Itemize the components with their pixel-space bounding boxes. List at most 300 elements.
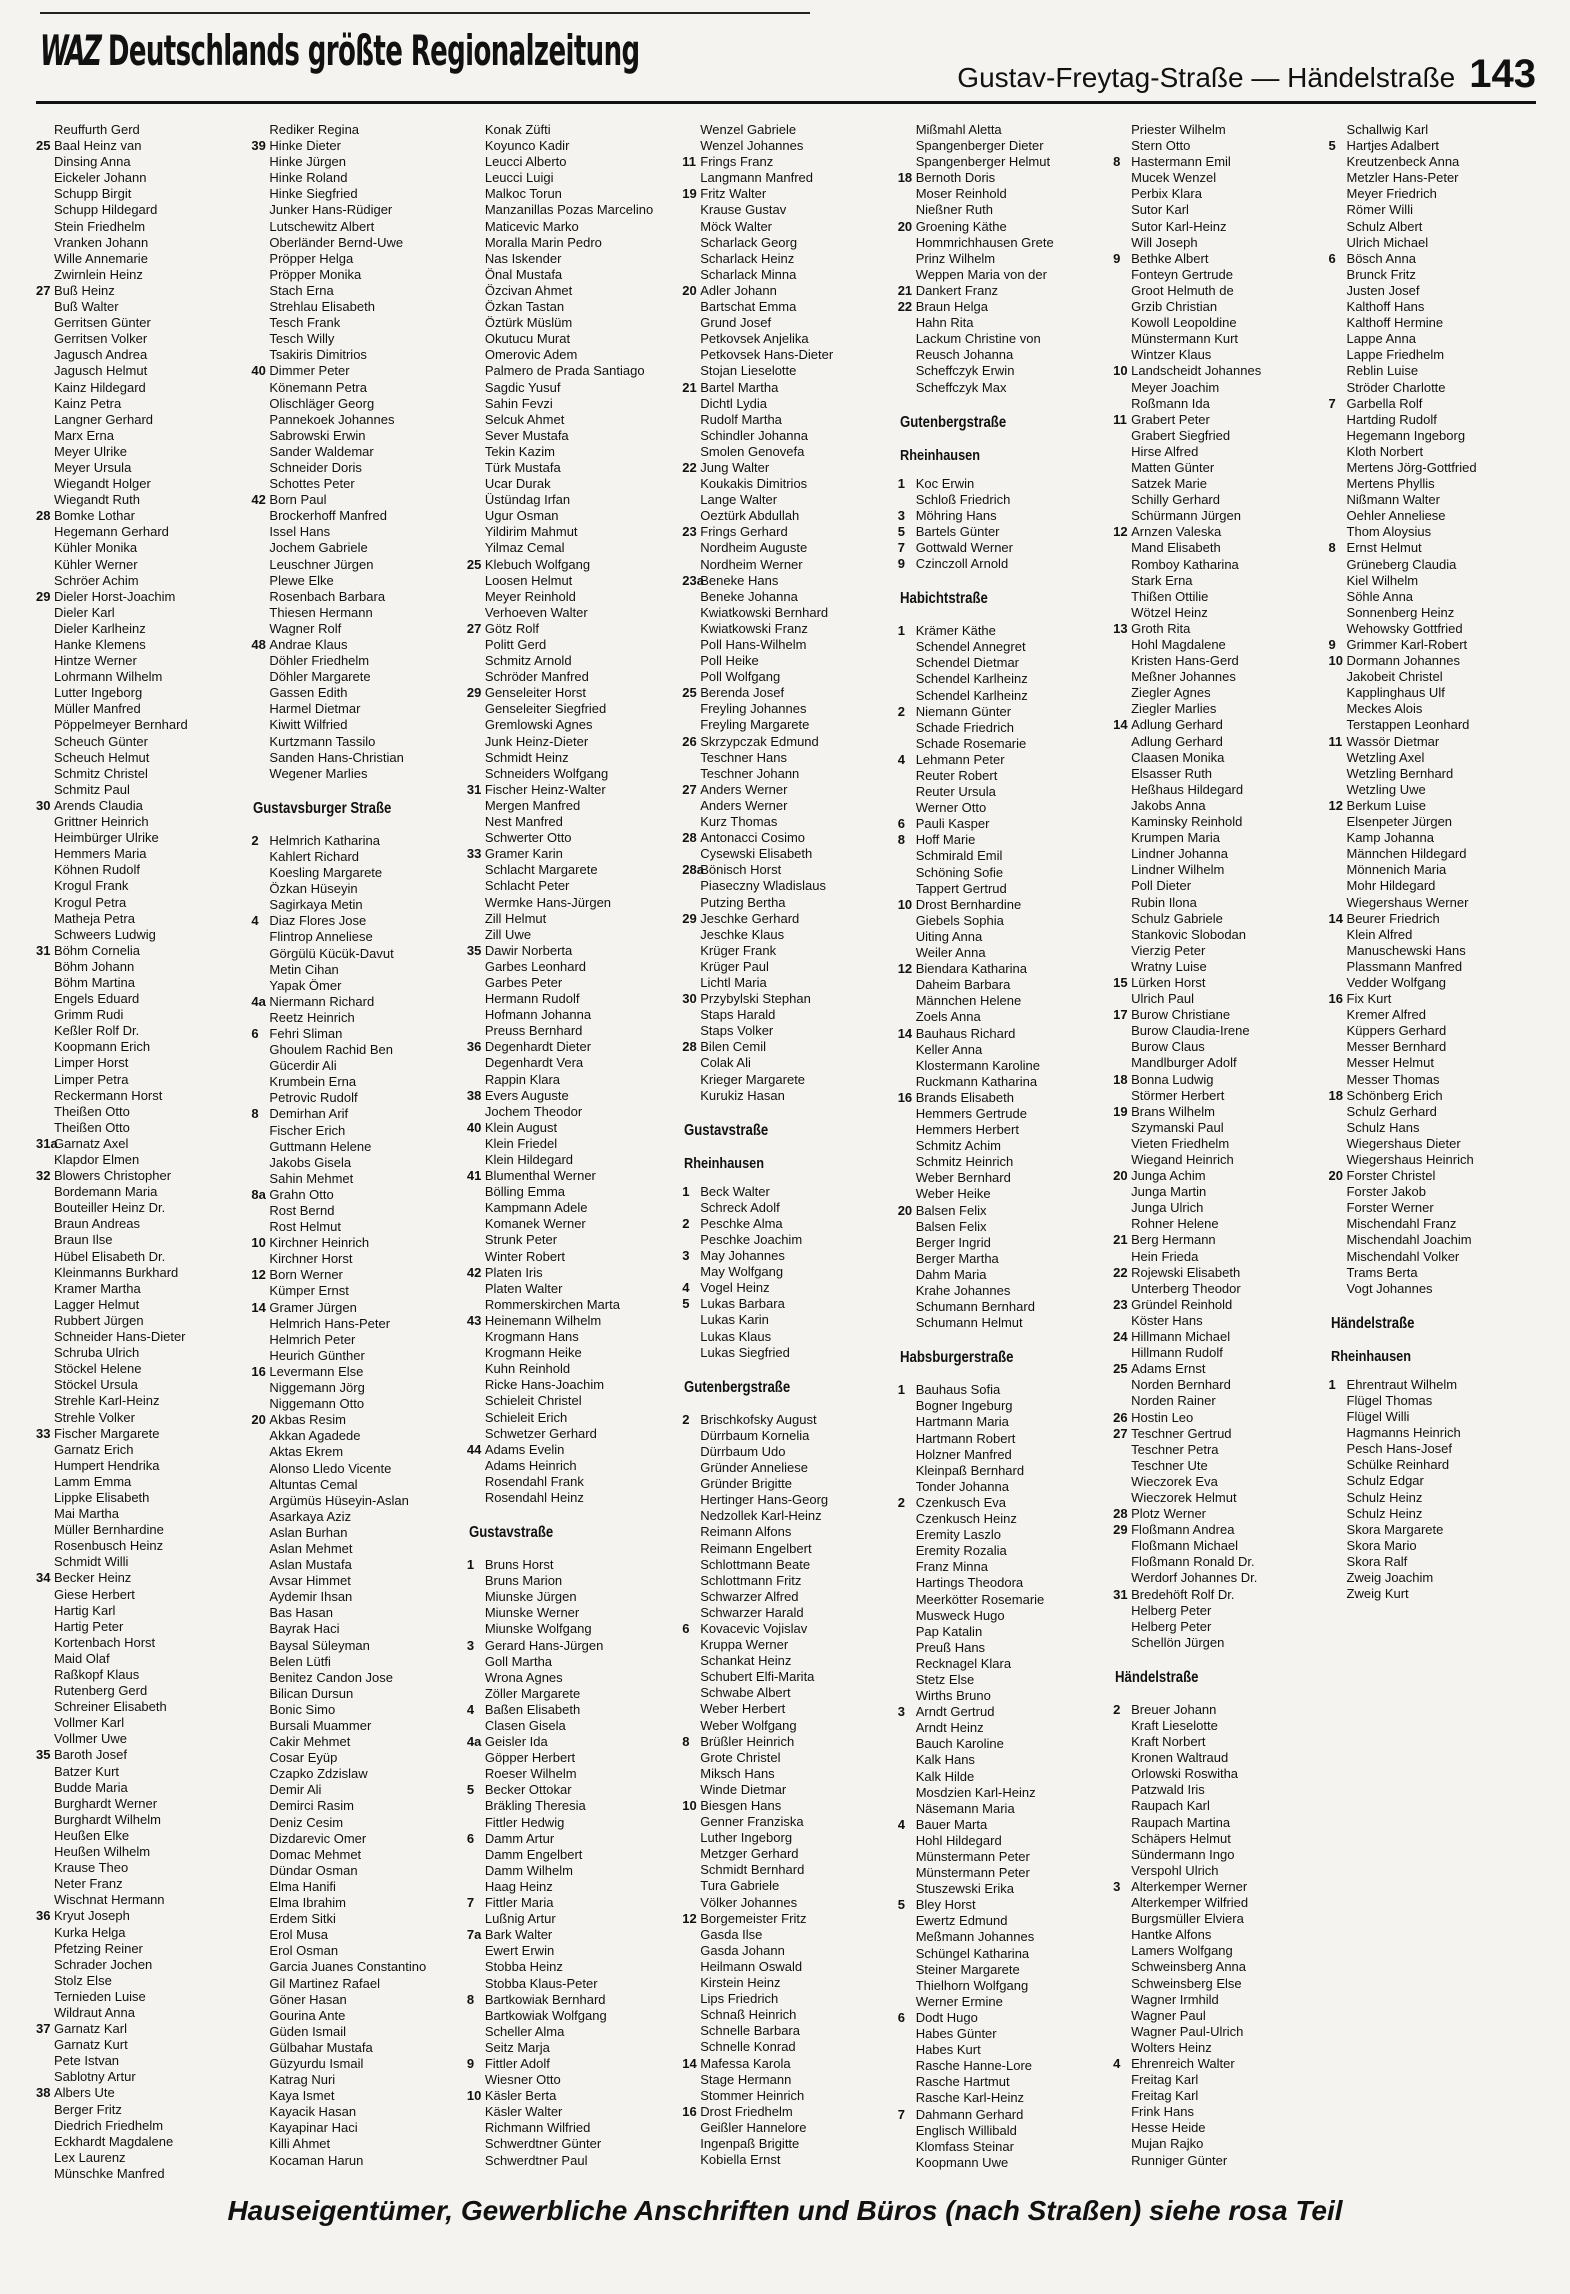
resident-entry	[682, 2136, 889, 2152]
resident-name: Vranken Johann	[54, 234, 149, 250]
resident-name: Wetzling Bernhard	[1346, 765, 1454, 781]
resident-entry	[36, 621, 243, 637]
resident-name: Kurukiz Hasan	[700, 1087, 785, 1103]
resident-entry	[682, 750, 889, 766]
resident-entry	[1113, 1702, 1320, 1718]
resident-name: Verhoeven Walter	[484, 604, 588, 620]
resident-entry	[251, 2040, 458, 2056]
house-number: 23a	[682, 572, 704, 588]
resident-entry	[467, 347, 674, 363]
resident-name: Messer Bernhard	[1346, 1039, 1447, 1055]
resident-name: Kwiatkowski Bernhard	[700, 604, 829, 620]
resident-entry	[1329, 605, 1536, 621]
resident-entry	[36, 476, 243, 492]
resident-entry	[682, 1329, 889, 1345]
resident-entry	[1329, 685, 1536, 701]
resident-name: Stobba Heinz	[484, 1959, 563, 1975]
resident-name: Sander Waldemar	[269, 443, 374, 459]
house-number: 20	[1328, 1168, 1343, 1184]
resident-name: Dieler Karl	[54, 604, 115, 620]
resident-name: Jung Walter	[700, 459, 770, 475]
resident-entry	[682, 943, 889, 959]
resident-name: Schöning Sofie	[915, 864, 1004, 880]
resident-entry	[251, 1267, 458, 1283]
resident-entry	[467, 1442, 674, 1458]
resident-entry	[1113, 1136, 1320, 1152]
resident-name: Hastermann Emil	[1131, 154, 1231, 170]
resident-name: Romboy Katharina	[1131, 556, 1239, 572]
resident-entry	[1329, 1007, 1536, 1023]
resident-entry	[1329, 878, 1536, 894]
resident-entry	[1329, 573, 1536, 589]
resident-name: Böhm Johann	[54, 958, 135, 974]
resident-name: Hemmers Herbert	[915, 1122, 1019, 1138]
resident-name: Koesling Margarete	[269, 865, 383, 881]
resident-entry	[467, 1136, 674, 1152]
house-number: 5	[897, 1897, 905, 1913]
resident-entry	[682, 2120, 889, 2136]
house-number: 17	[1113, 1007, 1128, 1023]
house-number: 29	[1113, 1522, 1128, 1538]
resident-name: Ternieden Luise	[54, 1988, 146, 2004]
resident-entry	[36, 1828, 243, 1844]
resident-entry	[251, 717, 458, 733]
resident-entry	[1329, 557, 1536, 573]
resident-name: Politt Gerd	[484, 637, 547, 652]
resident-name: Levermann Else	[269, 1363, 364, 1379]
resident-entry	[467, 444, 674, 460]
resident-name: Werdorf Johannes Dr.	[1131, 1570, 1258, 1586]
resident-name: Koukakis Dimitrios	[700, 476, 808, 492]
resident-name: Schülke Reinhard	[1346, 1457, 1450, 1473]
resident-entry	[251, 897, 458, 913]
resident-name: Ghoulem Rachid Ben	[269, 1042, 393, 1058]
resident-entry	[898, 1235, 1105, 1251]
resident-entry	[682, 202, 889, 218]
resident-name: Meyer Ursula	[54, 459, 132, 475]
resident-name: Theißen Otto	[54, 1119, 130, 1135]
resident-name: Stern Otto	[1131, 138, 1191, 154]
resident-name: Hillmann Rudolf	[1131, 1345, 1223, 1361]
resident-entry	[467, 1992, 674, 2008]
resident-name: Bartschat Emma	[700, 299, 797, 315]
resident-entry	[682, 1476, 889, 1492]
house-number: 35	[36, 1747, 51, 1763]
resident-name: Jochem Theodor	[484, 1103, 583, 1119]
resident-name: Kremer Alfred	[1346, 1007, 1427, 1023]
resident-entry	[1113, 782, 1320, 798]
house-number: 2	[897, 1494, 905, 1510]
resident-entry	[1113, 1410, 1320, 1426]
resident-entry	[1329, 492, 1536, 508]
resident-entry	[898, 315, 1105, 331]
resident-entry	[682, 1444, 889, 1460]
resident-entry	[36, 1377, 243, 1393]
resident-name: Schmidt Bernhard	[700, 1862, 805, 1878]
header-rule	[36, 101, 1536, 104]
resident-name: Lange Walter	[700, 492, 778, 508]
resident-entry	[1329, 991, 1536, 1007]
resident-name: Söhle Anna	[1346, 588, 1414, 604]
resident-entry	[682, 685, 889, 701]
resident-entry	[1113, 557, 1320, 573]
house-number: 20	[1113, 1168, 1128, 1184]
resident-name: Schreck Adolf	[700, 1199, 780, 1215]
resident-name: Mai Martha	[54, 1506, 120, 1522]
resident-name: Bilican Dursun	[269, 1685, 354, 1701]
resident-entry	[1113, 202, 1320, 218]
resident-name: Schieleit Christel	[484, 1393, 582, 1409]
resident-entry	[1113, 1329, 1320, 1345]
resident-entry	[1113, 1992, 1320, 2008]
resident-name: Poll Wolfgang	[700, 669, 781, 685]
resident-entry	[36, 2037, 243, 2053]
resident-entry	[898, 1817, 1105, 1833]
resident-name: Kayacik Hasan	[269, 2104, 357, 2120]
resident-entry	[467, 170, 674, 186]
house-number: 2	[682, 1411, 690, 1427]
resident-name: Becker Ottokar	[484, 1782, 572, 1798]
house-number: 8	[1328, 540, 1336, 556]
resident-entry	[467, 1200, 674, 1216]
resident-name: Metzger Gerhard	[700, 1846, 799, 1862]
resident-name: Gerritsen Volker	[54, 331, 148, 347]
resident-name: Dimmer Peter	[269, 363, 350, 379]
resident-name: Schindler Johanna	[700, 427, 808, 443]
resident-entry	[1113, 1587, 1320, 1603]
resident-name: Mand Elisabeth	[1131, 540, 1221, 556]
resident-entry	[898, 1962, 1105, 1978]
house-number: 31a	[36, 1135, 58, 1151]
resident-name: Lehmann Peter	[915, 751, 1005, 767]
resident-entry	[467, 1766, 674, 1782]
resident-entry	[682, 878, 889, 894]
resident-name: Rost Helmut	[269, 1219, 341, 1235]
resident-entry	[1113, 1635, 1320, 1651]
resident-name: Yapak Ömer	[269, 977, 342, 993]
resident-name: Mandlburger Adolf	[1131, 1055, 1237, 1071]
resident-entry	[1329, 363, 1536, 379]
resident-name: Schürmann Jürgen	[1131, 508, 1241, 524]
resident-name: Wetzling Uwe	[1346, 781, 1426, 797]
resident-name: Zwirnlein Heinz	[54, 266, 143, 282]
resident-name: Terstappen Leonhard	[1346, 717, 1470, 733]
resident-entry	[467, 380, 674, 396]
resident-entry	[1329, 1554, 1536, 1570]
street-heading: Gustavstraße	[684, 1121, 769, 1139]
resident-name: Tonder Johanna	[915, 1478, 1009, 1494]
resident-name: Krause Gustav	[700, 202, 787, 218]
resident-name: Orlowski Roswitha	[1131, 1766, 1239, 1782]
resident-name: Junga Martin	[1131, 1184, 1207, 1200]
resident-entry	[898, 800, 1105, 816]
resident-entry	[251, 929, 458, 945]
resident-entry	[1329, 202, 1536, 218]
resident-entry	[1113, 1442, 1320, 1458]
resident-name: Kirstein Heinz	[700, 1975, 781, 1991]
resident-name: Gasda Ilse	[700, 1926, 763, 1942]
resident-name: Bas Hasan	[269, 1605, 334, 1621]
resident-entry	[467, 1718, 674, 1734]
resident-name: Roßmann Ida	[1131, 395, 1210, 411]
resident-name: Berg Hermann	[1131, 1232, 1216, 1248]
resident-entry	[1113, 444, 1320, 460]
resident-name: Omerovic Adem	[484, 347, 578, 363]
resident-entry	[898, 1592, 1105, 1608]
resident-entry	[1113, 1055, 1320, 1071]
house-number: 29	[466, 685, 482, 701]
resident-entry	[682, 2104, 889, 2120]
resident-entry	[898, 1447, 1105, 1463]
resident-entry	[251, 1702, 458, 1718]
house-number: 30	[682, 991, 697, 1007]
resident-name: Meckes Alois	[1346, 701, 1423, 717]
resident-name: Harmel Dietmar	[269, 701, 361, 717]
house-number: 22	[897, 299, 913, 315]
resident-name: Dodt Hugo	[915, 2009, 978, 2025]
resident-name: Adams Ernst	[1131, 1361, 1206, 1377]
resident-name: Schmitz Christel	[54, 765, 148, 781]
resident-name: Kwiatkowski Franz	[700, 620, 808, 636]
resident-name: Adlung Gerhard	[1131, 717, 1223, 733]
resident-name: Gassen Edith	[269, 685, 348, 701]
resident-name: Krüger Paul	[700, 958, 769, 974]
resident-entry	[1329, 138, 1536, 154]
resident-name: Wagner Irmhild	[1131, 1991, 1219, 2007]
resident-name: Rojewski Elisabeth	[1131, 1264, 1241, 1280]
resident-name: Adlung Gerhard	[1131, 733, 1223, 749]
resident-entry	[251, 1428, 458, 1444]
resident-entry	[682, 283, 889, 299]
resident-name: Näsemann Maria	[915, 1800, 1015, 1816]
resident-name: Koopmann Uwe	[915, 2154, 1009, 2170]
house-number: 8	[1113, 154, 1121, 170]
resident-entry	[682, 1345, 889, 1361]
resident-name: Ewertz Edmund	[915, 1913, 1008, 1929]
resident-name: Üstündag Irfan	[484, 492, 571, 508]
resident-name: Beneke Johanna	[700, 588, 798, 604]
resident-name: Freitag Karl	[1131, 2072, 1199, 2088]
resident-name: Bredehöft Rolf Dr.	[1131, 1586, 1235, 1602]
resident-name: Sabrowski Erwin	[269, 427, 366, 443]
resident-name: Groening Käthe	[915, 218, 1007, 234]
house-number: 8	[682, 1733, 690, 1749]
resident-name: Koc Erwin	[915, 475, 975, 491]
resident-name: Klapdor Elmen	[54, 1152, 140, 1167]
resident-name: Jagusch Andrea	[54, 347, 148, 363]
resident-entry	[467, 460, 674, 476]
resident-name: Kramer Martha	[54, 1280, 141, 1296]
resident-name: Raupach Karl	[1131, 1798, 1210, 1814]
resident-entry	[898, 1106, 1105, 1122]
resident-name: Öztürk Müslüm	[484, 315, 573, 331]
resident-name: Völker Johannes	[700, 1894, 798, 1910]
house-number: 42	[466, 1264, 482, 1280]
resident-entry	[898, 2058, 1105, 2074]
resident-name: Özcivan Ahmet	[484, 282, 573, 298]
resident-name: Schulz Edgar	[1346, 1473, 1424, 1489]
resident-name: Bayrak Haci	[269, 1621, 340, 1637]
resident-name: Mujan Rajko	[1131, 2136, 1204, 2152]
resident-entry	[251, 1541, 458, 1557]
resident-entry	[898, 2107, 1105, 2123]
resident-name: Domac Mehmet	[269, 1846, 362, 1862]
house-number: 33	[466, 846, 482, 862]
resident-entry	[251, 1187, 458, 1203]
resident-name: Böhm Cornelia	[54, 942, 140, 958]
resident-entry	[898, 2139, 1105, 2155]
house-number: 36	[466, 1039, 482, 1055]
house-number: 11	[1328, 733, 1343, 749]
house-number: 39	[251, 138, 266, 154]
resident-name: Avsar Himmet	[269, 1573, 351, 1589]
resident-name: Moser Reinhold	[915, 186, 1007, 202]
resident-name: Budde Maria	[54, 1779, 128, 1795]
resident-entry	[36, 380, 243, 396]
resident-name: Rutenberg Gerd	[54, 1683, 148, 1699]
resident-entry	[1329, 476, 1536, 492]
resident-entry	[682, 734, 889, 750]
resident-name: Selcuk Ahmet	[484, 411, 565, 427]
resident-name: Pap Katalin	[915, 1623, 983, 1639]
resident-name: Sagdic Yusuf	[484, 379, 561, 395]
resident-entry	[467, 750, 674, 766]
resident-entry	[682, 1750, 889, 1766]
resident-entry	[36, 219, 243, 235]
resident-name: Berenda Josef	[700, 685, 785, 701]
resident-name: Kirchner Heinrich	[269, 1235, 370, 1251]
resident-name: Rosendahl Heinz	[484, 1489, 584, 1505]
resident-name: Drost Friedhelm	[700, 2103, 793, 2119]
resident-name: Jakobeit Christel	[1346, 669, 1443, 685]
resident-name: Metzler Hans-Peter	[1346, 170, 1459, 186]
resident-entry	[251, 2072, 458, 2088]
resident-entry	[682, 1264, 889, 1280]
house-number: 6	[251, 1025, 259, 1041]
resident-name: Brockerhoff Manfred	[269, 508, 387, 524]
resident-name: Fischer Heinz-Walter	[484, 781, 606, 797]
house-number: 48	[251, 637, 266, 652]
resident-name: Geißler Hannelore	[700, 2119, 807, 2135]
resident-name: Schellön Jürgen	[1131, 1634, 1225, 1650]
resident-entry	[682, 1428, 889, 1444]
resident-name: Hartig Peter	[54, 1618, 124, 1634]
resident-name: Pete Istvan	[54, 2053, 120, 2069]
resident-entry	[898, 623, 1105, 639]
resident-entry	[467, 1879, 674, 1895]
resident-entry	[898, 1154, 1105, 1170]
resident-name: Petkovsek Anjelika	[700, 331, 809, 347]
resident-entry	[36, 782, 243, 798]
resident-entry	[1329, 1538, 1536, 1554]
house-number: 12	[1328, 797, 1343, 813]
house-number: 25	[1113, 1361, 1128, 1377]
resident-entry	[898, 1026, 1105, 1042]
resident-entry	[1113, 267, 1320, 283]
resident-entry	[36, 1442, 243, 1458]
resident-name: Szymanski Paul	[1131, 1119, 1224, 1135]
resident-entry	[1113, 1232, 1320, 1248]
resident-entry	[1329, 396, 1536, 412]
resident-entry	[467, 1798, 674, 1814]
resident-name: Mönnenich Maria	[1346, 862, 1447, 878]
resident-name: Tsakiris Dimitrios	[269, 347, 367, 363]
resident-entry	[36, 717, 243, 733]
resident-name: Burow Christiane	[1131, 1007, 1231, 1023]
resident-entry	[1329, 669, 1536, 685]
resident-name: Kronen Waltraud	[1131, 1750, 1229, 1766]
house-number: 7	[897, 539, 905, 555]
resident-name: Hofmann Johanna	[484, 1007, 592, 1023]
resident-entry	[898, 1414, 1105, 1430]
resident-name: Justen Josef	[1346, 282, 1420, 298]
house-number: 6	[897, 2009, 905, 2025]
resident-entry	[682, 235, 889, 251]
resident-name: Unterberg Theodor	[1131, 1280, 1241, 1296]
resident-name: Krüger Frank	[700, 942, 777, 958]
resident-name: Sutor Karl	[1131, 202, 1189, 218]
resident-name: Kampmann Adele	[484, 1200, 588, 1216]
resident-entry	[1113, 2153, 1320, 2169]
resident-entry	[251, 994, 458, 1010]
resident-entry	[1329, 540, 1536, 556]
resident-name: Czenkusch Eva	[915, 1494, 1007, 1510]
resident-name: Gerard Hans-Jürgen	[484, 1637, 604, 1653]
resident-name: Garnatz Axel	[54, 1135, 129, 1151]
resident-name: Petrovic Rudolf	[269, 1090, 358, 1106]
resident-entry	[251, 283, 458, 299]
house-number: 1	[897, 1382, 905, 1398]
resident-name: Belen Lütfi	[269, 1653, 331, 1669]
resident-name: Bruns Marion	[484, 1573, 563, 1589]
house-number: 25	[36, 138, 51, 154]
resident-name: Langner Gerhard	[54, 411, 154, 427]
resident-name: Raßkopf Klaus	[54, 1667, 140, 1682]
resident-name: Heußen Wilhelm	[54, 1844, 151, 1860]
resident-entry	[898, 267, 1105, 283]
resident-name: Burow Claudia-Irene	[1131, 1023, 1250, 1039]
resident-entry	[36, 396, 243, 412]
house-number: 14	[682, 2055, 697, 2071]
resident-entry	[467, 557, 674, 573]
resident-entry	[36, 1731, 243, 1747]
resident-entry	[251, 1670, 458, 1686]
resident-entry	[682, 589, 889, 605]
resident-entry	[251, 637, 458, 653]
resident-name: Weber Herbert	[700, 1701, 786, 1717]
resident-name: Reimann Alfons	[700, 1524, 792, 1540]
resident-name: Miunske Jürgen	[484, 1589, 577, 1605]
resident-entry	[251, 2136, 458, 2152]
resident-entry	[467, 1490, 674, 1506]
page-header-range	[957, 52, 1536, 97]
resident-name: Schmitz Arnold	[484, 653, 572, 669]
resident-name: Schumann Helmut	[915, 1315, 1023, 1331]
resident-entry	[467, 1911, 674, 1927]
resident-name: Hintze Werner	[54, 653, 137, 669]
resident-entry	[251, 1477, 458, 1493]
house-number: 31	[36, 942, 51, 958]
resident-entry	[898, 720, 1105, 736]
resident-name: Manuschewski Hans	[1346, 942, 1466, 958]
resident-name: Habes Günter	[915, 2026, 997, 2042]
resident-entry	[1329, 122, 1536, 138]
resident-name: Pröpper Monika	[269, 266, 362, 282]
resident-entry	[1329, 1200, 1536, 1216]
resident-name: Kobiella Ernst	[700, 2152, 781, 2168]
resident-entry	[467, 669, 674, 685]
resident-entry	[1113, 1619, 1320, 1635]
